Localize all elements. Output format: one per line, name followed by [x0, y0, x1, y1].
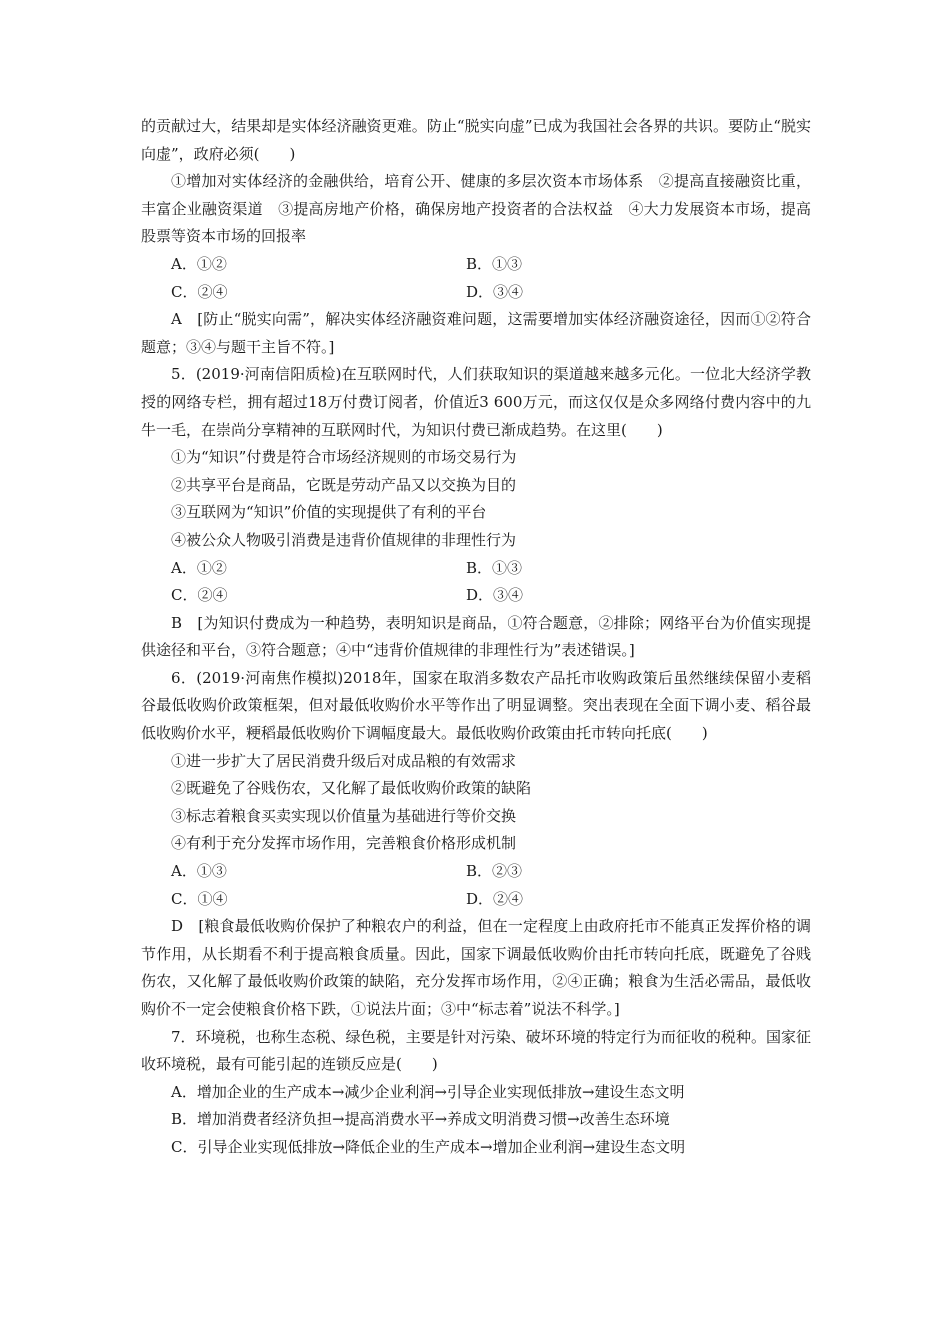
q6-options-row-2: [141, 886, 811, 914]
q5-option-b: B．①③: [466, 558, 523, 577]
q7-option-c: C．引导企业实现低排放→降低企业的生产成本→增加企业利润→建设生态文明: [171, 1137, 686, 1156]
q4-option-a: A．①②: [171, 254, 227, 273]
q6-statement-3: ③标志着粮食买卖实现以价值量为基础进行等价交换: [171, 806, 517, 825]
q6-statement-2: ②既避免了谷贱伤农，又化解了最低收购价政策的缺陷: [171, 779, 532, 798]
q6-option-d: D．②④: [466, 889, 524, 908]
q5-option-d: D．③④: [466, 586, 524, 605]
q5-statement-1: ①为“知识”付费是符合市场经济规则的市场交易行为: [171, 448, 517, 467]
q5-stem: 5．(2019·河南信阳质检)在互联网时代，人们获取知识的渠道越来越多元化。一位北大经济学教授的网络专栏，拥有超过18万付费订阅者，价值近3 600万元，而这仅仅是众多网络付费内容中的九牛一毛，在崇尚分享精神的互联网时代，为知识付费已渐成趋势。在这里( ): [141, 365, 811, 439]
q5-options-row-1: [141, 555, 811, 583]
q5-statement-4: ④被公众人物吸引消费是违背价值规律的非理性行为: [171, 530, 517, 549]
q6-answer: D [粮食最低收购价保护了种粮农户的利益，但在一定程度上由政府托市不能真正发挥价格的调节作用，从长期看不利于提高粮食质量。因此，国家下调最低收购价由托市转向托底，既避免了谷贱伤农，又化解了最低收购价政策的缺陷，充分发挥市场作用，②④正确；粮食为生活必需品，最低收购价不一定会使粮食价格下跌，①说法片面；③中“标志着”说法不科学。]: [141, 917, 811, 1018]
q4-option-b: B．①③: [466, 254, 523, 273]
q5-answer: B [为知识付费成为一种趋势，表明知识是商品，①符合题意，②排除；网络平台为价值实现提供途径和平台，③符合题意；④中“违背价值规律的非理性行为”表述错误。]: [141, 613, 811, 660]
q6-stem: 6．(2019·河南焦作模拟)2018年，国家在取消多数农产品托市收购政策后虽然继续保留小麦稻谷最低收购价政策框架，但对最低收购价水平等作出了明显调整。突出表现在全面下调小麦、稻谷最低收购价水平，粳稻最低收购价下调幅度最大。最低收购价政策由托市转向托底( ): [141, 668, 811, 743]
document-body: [141, 113, 811, 1162]
q4-stem: 的贡献过大，结果却是实体经济融资更难。防止“脱实向虚”已成为我国社会各界的共识。要防止“脱实向虚”，政府必须( ): [141, 117, 811, 163]
q4-option-c: C．②④: [171, 282, 228, 301]
q6-option-b: B．②③: [466, 862, 523, 881]
q4-option-d: D．③④: [466, 282, 524, 301]
q6-statement-1: ①进一步扩大了居民消费升级后对成品粮的有效需求: [171, 751, 517, 770]
q4-statements: ①增加对实体经济的金融供给，培育公开、健康的多层次资本市场体系 ②提高直接融资比重，丰富企业融资渠道 ③提高房地产价格，确保房地产投资者的合法权益 ④大力发展资本市场，提高股票等资本市场的回报率: [141, 172, 811, 246]
q5-option-c: C．②④: [171, 586, 228, 605]
q5-statement-3: ③互联网为“知识”价值的实现提供了有利的平台: [171, 503, 487, 522]
q5-options-row-2: [141, 582, 811, 610]
q5-statement-2: ②共享平台是商品，它既是劳动产品又以交换为目的: [171, 475, 517, 494]
q6-option-c: C．①④: [171, 889, 228, 908]
q4-options-row-1: [141, 251, 811, 279]
q6-statement-4: ④有利于充分发挥市场作用，完善粮食价格形成机制: [171, 834, 517, 853]
q7-stem: 7．环境税，也称生态税、绿色税，主要是针对污染、破坏环境的特定行为而征收的税种。国家征收环境税，最有可能引起的连锁反应是( ): [141, 1027, 811, 1074]
q7-option-b: B．增加消费者经济负担→提高消费水平→养成文明消费习惯→改善生态环境: [171, 1110, 670, 1129]
q6-options-row-1: [141, 858, 811, 886]
q5-option-a: A．①②: [171, 558, 227, 577]
q7-option-a: A．增加企业的生产成本→减少企业利润→引导企业实现低排放→建设生态文明: [171, 1082, 685, 1101]
q4-answer: A [防止“脱实向需”，解决实体经济融资难问题，这需要增加实体经济融资途径，因而①②符合题意；③④与题干主旨不符。]: [141, 310, 811, 356]
q6-option-a: A．①③: [171, 862, 227, 881]
q4-options-row-2: [141, 279, 811, 307]
